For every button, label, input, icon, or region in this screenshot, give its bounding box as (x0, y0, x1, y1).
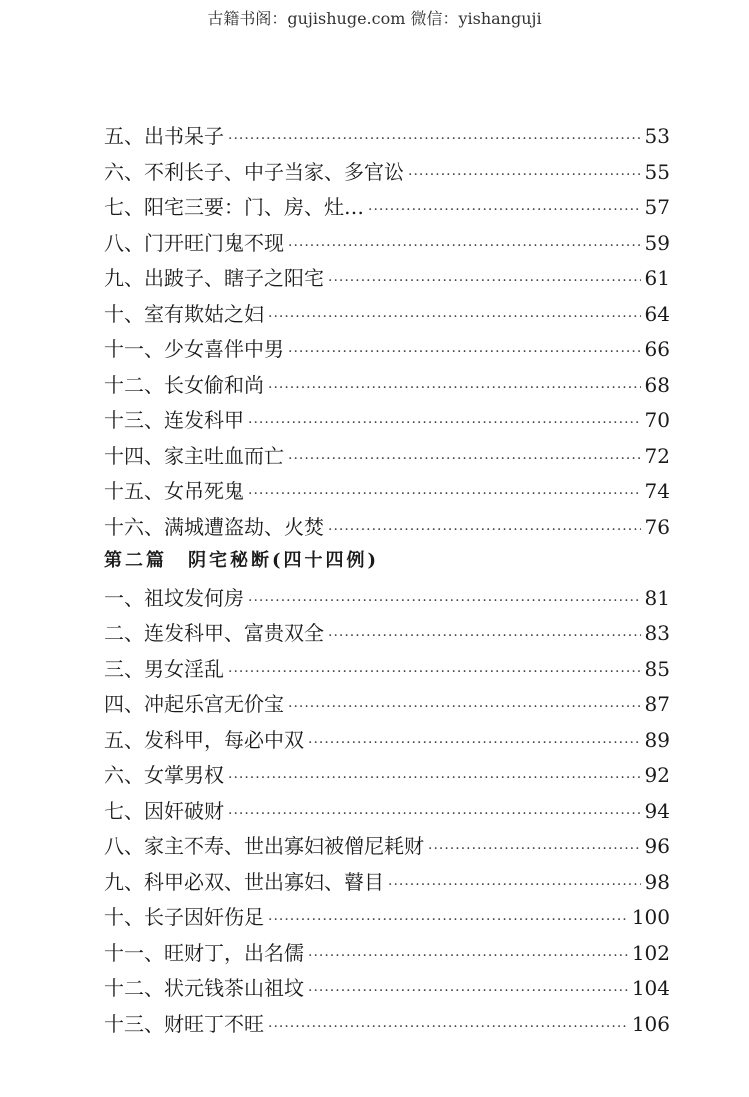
toc-entry (104, 511, 670, 547)
toc-entry-page: 96 (644, 834, 670, 858)
toc-entry-title: 五、出书呆子 (104, 124, 224, 148)
toc-entry-page: 53 (644, 124, 670, 148)
toc-entry (104, 759, 670, 795)
dot-leader (228, 131, 641, 147)
toc-entry-title: 九、科甲必双、世出寡妇、瞽目 (104, 869, 384, 894)
toc-entry-title: 三、男女淫乱 (104, 656, 224, 681)
toc-entry-title: 六、不利长子、中子当家、多官讼 (104, 159, 404, 184)
toc-entry (104, 369, 670, 405)
toc-entry (104, 1008, 670, 1044)
dot-leader (288, 238, 641, 254)
toc-entry (104, 440, 670, 476)
toc-entry-page: 85 (644, 656, 670, 681)
toc-entry-page: 100 (631, 905, 670, 929)
toc-entry-title: 五、发科甲，每必中双 (104, 727, 304, 752)
dot-leader (228, 806, 641, 822)
dot-leader (308, 948, 628, 964)
toc-entry-title: 四、冲起乐宫无价宝 (104, 692, 284, 716)
toc-entry (104, 617, 670, 653)
toc-entry-page: 59 (644, 230, 670, 255)
toc-entry-page: 104 (631, 976, 670, 1000)
toc-entry-title: 一、祖坟发何房 (104, 585, 244, 610)
toc-entry (104, 191, 670, 227)
toc-entry (104, 972, 670, 1008)
toc-entry-page: 64 (644, 301, 670, 326)
toc-entry (104, 262, 670, 298)
toc-entry (104, 227, 670, 263)
toc-entry-page: 70 (644, 408, 670, 432)
dot-leader (328, 273, 641, 289)
toc-entry-title: 十三、连发科甲 (104, 408, 244, 432)
toc-group-yangzhai (104, 120, 670, 546)
toc-entry-page: 83 (644, 621, 670, 645)
dot-leader (368, 202, 641, 218)
toc-entry-title: 九、出跛子、瞎子之阳宅 (104, 266, 324, 290)
toc-entry (104, 866, 670, 902)
toc-entry-title: 十六、满城遭盗劫、火焚 (104, 514, 324, 539)
toc-entry (104, 688, 670, 724)
toc-entry-title: 十四、家主吐血而亡 (104, 443, 284, 468)
dot-leader (388, 877, 641, 893)
toc-group-yinzhai (104, 582, 670, 1044)
toc-entry-page: 68 (644, 372, 670, 397)
dot-leader (288, 451, 641, 467)
toc-entry-title: 十二、长女偷和尚 (104, 372, 264, 397)
toc-entry-page: 61 (644, 266, 670, 290)
dot-leader (328, 522, 641, 538)
toc-entry-title: 八、家主不寿、世出寡妇被僧尼耗财 (104, 834, 424, 858)
toc-entry-title: 七、因奸破财 (104, 798, 224, 823)
toc-entry (104, 795, 670, 831)
toc-entry-title: 十、室有欺姑之妇 (104, 301, 264, 326)
toc-entry-title: 十一、少女喜伴中男 (104, 337, 284, 361)
dot-leader (248, 486, 641, 502)
dot-leader (228, 770, 641, 786)
toc-entry (104, 156, 670, 192)
toc-entry-title: 十五、女吊死鬼 (104, 479, 244, 503)
toc-entry-page: 98 (644, 869, 670, 894)
toc-entry-page: 66 (644, 337, 670, 361)
toc-entry (104, 298, 670, 334)
toc-entry (104, 724, 670, 760)
toc-entry (104, 475, 670, 511)
dot-leader (268, 1019, 628, 1035)
toc-entry-title: 八、门开旺门鬼不现 (104, 230, 284, 255)
dot-leader (288, 699, 641, 715)
toc-entry-page: 81 (644, 585, 670, 610)
toc-entry-title: 十一、旺财丁，出名儒 (104, 940, 304, 965)
toc-entry-page: 106 (631, 1011, 670, 1036)
toc-entry (104, 404, 670, 440)
toc-entry-page: 89 (644, 727, 670, 752)
toc-entry (104, 937, 670, 973)
toc-entry-title: 二、连发科甲、富贵双全 (104, 621, 324, 645)
dot-leader (428, 841, 641, 857)
toc-entry-page: 94 (644, 798, 670, 823)
dot-leader (268, 912, 628, 928)
toc-entry-page: 55 (644, 159, 670, 184)
toc-entry-title: 十三、财旺丁不旺 (104, 1011, 264, 1036)
toc-entry-page: 76 (644, 514, 670, 539)
table-of-contents (104, 120, 670, 1043)
toc-entry-title: 六、女掌男权 (104, 763, 224, 787)
toc-entry-title: 十二、状元钱茶山祖坟 (104, 976, 304, 1000)
toc-entry-title: 七、阳宅三要：门、房、灶… (104, 195, 364, 219)
dot-leader (308, 735, 641, 751)
section-heading: 第二篇 阴宅秘断(四十四例) (104, 550, 380, 571)
toc-entry (104, 120, 670, 156)
dot-leader (328, 628, 641, 644)
toc-entry-page: 92 (644, 763, 670, 787)
dot-leader (308, 983, 628, 999)
toc-entry (104, 333, 670, 369)
toc-entry-page: 102 (631, 940, 670, 965)
toc-entry (104, 582, 670, 618)
dot-leader (228, 664, 641, 680)
toc-entry-title: 十、长子因奸伤足 (104, 905, 264, 929)
dot-leader (248, 593, 641, 609)
dot-leader (248, 415, 641, 431)
toc-entry (104, 653, 670, 689)
dot-leader (268, 309, 641, 325)
toc-entry-page: 74 (644, 479, 670, 503)
dot-leader (268, 380, 641, 396)
dot-leader (408, 167, 641, 183)
dot-leader (288, 344, 641, 360)
toc-entry (104, 830, 670, 866)
toc-entry-page: 57 (644, 195, 670, 219)
watermark-header: 古籍书阁：gujishuge.com 微信：yishanguji (207, 9, 542, 28)
toc-entry-page: 87 (644, 692, 670, 716)
toc-entry-page: 72 (644, 443, 670, 468)
toc-entry (104, 901, 670, 937)
